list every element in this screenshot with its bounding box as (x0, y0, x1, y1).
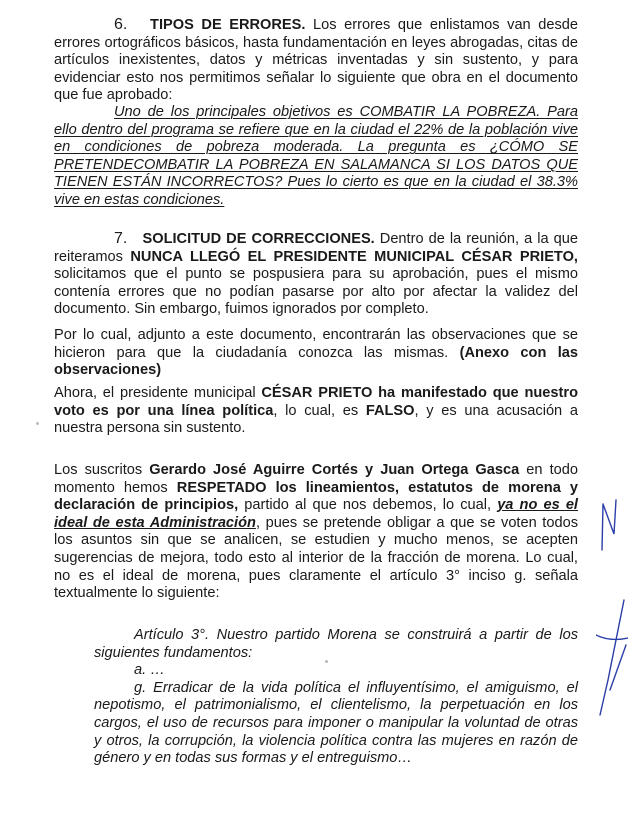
section-6-title: TIPOS DE ERRORES. (150, 17, 306, 33)
signers-text-3: partido al que nos debemos, lo cual, (238, 497, 498, 514)
annex-paragraph (54, 327, 578, 380)
section-7-number: 7. (114, 230, 128, 247)
signers-text-4: , pues se pretende obligar a que se voten todos los asuntos sin que se analicen, se estudien y mucho menos, se acepten sugerencias de mejora, todo esto al interior de la fracción de morena. Lo cual, no es el ideal de morena, pues claramente el artículo 3° inciso g. señala textualmente lo siguiente: (54, 514, 579, 602)
section-6-number: 6. (114, 16, 128, 33)
president-bold-2: FALSO (365, 402, 415, 419)
section-6-paragraph (54, 16, 578, 105)
scan-speck (325, 660, 328, 663)
section-7-title: SOLICITUD DE CORRECCIONES. (142, 231, 375, 247)
president-text-2: , lo cual, es (273, 402, 366, 419)
signers-text-1: Los suscritos (54, 462, 150, 478)
signers-bold: RESPETADO los lineamientos, estatutos de morena y declaración de principios, (54, 479, 579, 514)
signature-stroke-lower (596, 600, 628, 715)
signers-text-2: en todo momento hemos (54, 462, 578, 496)
signature-stroke-upper (602, 500, 616, 550)
section-7-text-1: Dentro de la reunión, a la que reiteramos (54, 231, 578, 265)
article-item-g: g. Erradicar de la vida política el influyentísimo, el amiguismo, el nepotismo, el patrimonialismo, el clientelismo, la perpetuación en los cargos, el uso de recursos para imponer o manipular la voluntad de otras y otros, la corrupción, la violencia política contra las mujeres en razón de género y en todas sus formas y el entreguismo… (94, 679, 578, 767)
article-quote (94, 627, 578, 768)
signature-marks (596, 490, 628, 720)
section-7-text-2: solicitamos que el punto se pospusiera para su aprobación, pues el mismo contenía errores que no podían pasarse por alto por afectar la validez del documento. Sin embargo, fuimos ignorados por completo. (54, 266, 578, 318)
president-text-3: , y es una acusación a nuestra persona sin sustento. (54, 402, 578, 437)
annex-text: Por lo cual, adjunto a este documento, encontrarán las observaciones que se hicieron para que la ciudadanía conozca las mismas. (54, 327, 578, 361)
annex-bold: (Anexo con las observaciones) (54, 344, 578, 379)
article-intro: Artículo 3°. Nuestro partido Morena se construirá a partir de los siguientes fundamentos: (94, 627, 578, 661)
article-item-a: a. … (134, 662, 165, 679)
signers-underlined: ya no es el ideal de esta Administración (54, 497, 578, 531)
section-7-bold: NUNCA LLEGÓ EL PRESIDENTE MUNICIPAL CÉSAR PRIETO, (130, 248, 578, 265)
section-7-paragraph (54, 230, 578, 319)
president-bold-1: CÉSAR PRIETO ha manifestado que nuestro voto es por una línea política (54, 385, 578, 419)
scan-speck (36, 422, 39, 425)
section-6-text: Los errores que enlistamos van desde errores ortográficos básicos, hasta fundamentación en leyes abrogadas, citas de artículos inexistentes, datos y métricas inventadas y sin sustento, y para evidenciar esto nos permitimos señalar lo siguiente que obra en el documento que fue aprobado: (54, 17, 578, 104)
signers-names: Gerardo José Aguirre Cortés y Juan Ortega Gasca (149, 462, 520, 478)
signers-paragraph (54, 462, 578, 603)
president-paragraph (54, 385, 578, 438)
president-text-1: Ahora, el presidente municipal (54, 385, 262, 401)
section-6-quote: Uno de los principales objetivos es COMBATIR LA POBREZA. Para ello dentro del programa se refiere que en la ciudad el 22% de la población vive en condiciones de pobreza moderada. La pregunta es ¿CÓMO SE PRETENDECOMBATIR LA POBREZA EN SALAMANCA SI LOS DATOS QUE TIENEN ESTÁN INCORRECTOS? Pues lo cierto es que en la ciudad el 38.3% vive en estas condiciones. (54, 104, 578, 208)
